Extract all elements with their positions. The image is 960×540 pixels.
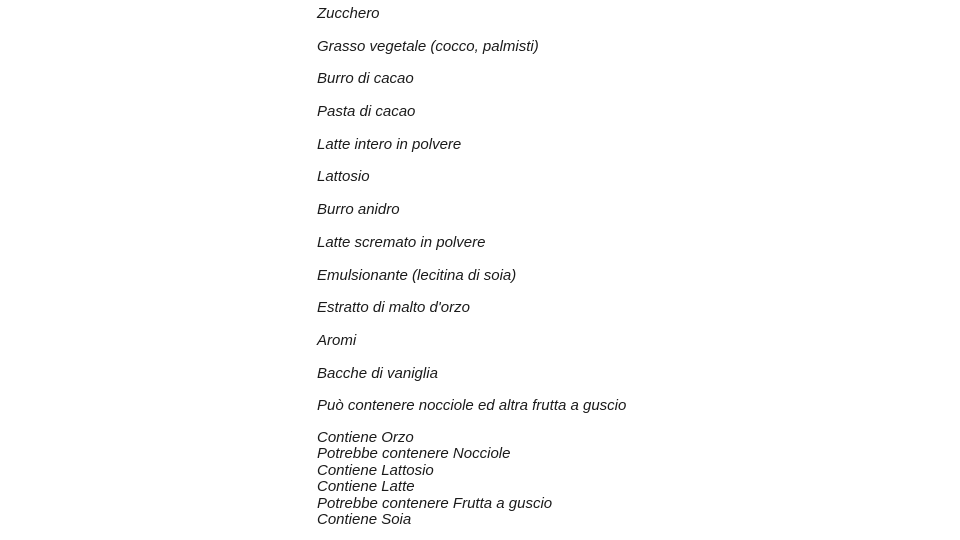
allergen-item: Contiene Lattosio [317, 461, 434, 479]
ingredient-item: Emulsionante (lecitina di soia) [317, 266, 517, 284]
ingredient-item: Aromi [317, 331, 357, 349]
allergen-item: Contiene Orzo [317, 428, 414, 446]
ingredient-item: Pasta di cacao [317, 103, 416, 121]
ingredient-item: Burro di cacao [317, 70, 414, 88]
ingredient-item: Zucchero [317, 5, 380, 22]
ingredient-item: Lattosio [317, 168, 370, 186]
allergen-item: Potrebbe contenere Frutta a guscio [317, 494, 553, 512]
ingredient-item: Latte intero in polvere [317, 135, 462, 153]
ingredient-item: Bacche di vaniglia [317, 364, 438, 382]
allergen-item: Potrebbe contenere Nocciole [317, 445, 511, 463]
ingredient-item: Grasso vegetale (cocco, palmisti) [317, 37, 539, 55]
allergen-list [317, 430, 917, 528]
ingredient-item: Estratto di malto d'orzo [317, 299, 470, 317]
ingredient-item: Può contenere nocciole ed altra frutta a guscio [317, 397, 627, 415]
ingredient-list [317, 5, 917, 415]
ingredient-item: Latte scremato in polvere [317, 233, 486, 251]
allergen-item: Contiene Soia [317, 510, 412, 528]
ingredient-document [317, 5, 917, 528]
allergen-item: Contiene Latte [317, 478, 415, 496]
ingredient-item: Burro anidro [317, 201, 400, 219]
